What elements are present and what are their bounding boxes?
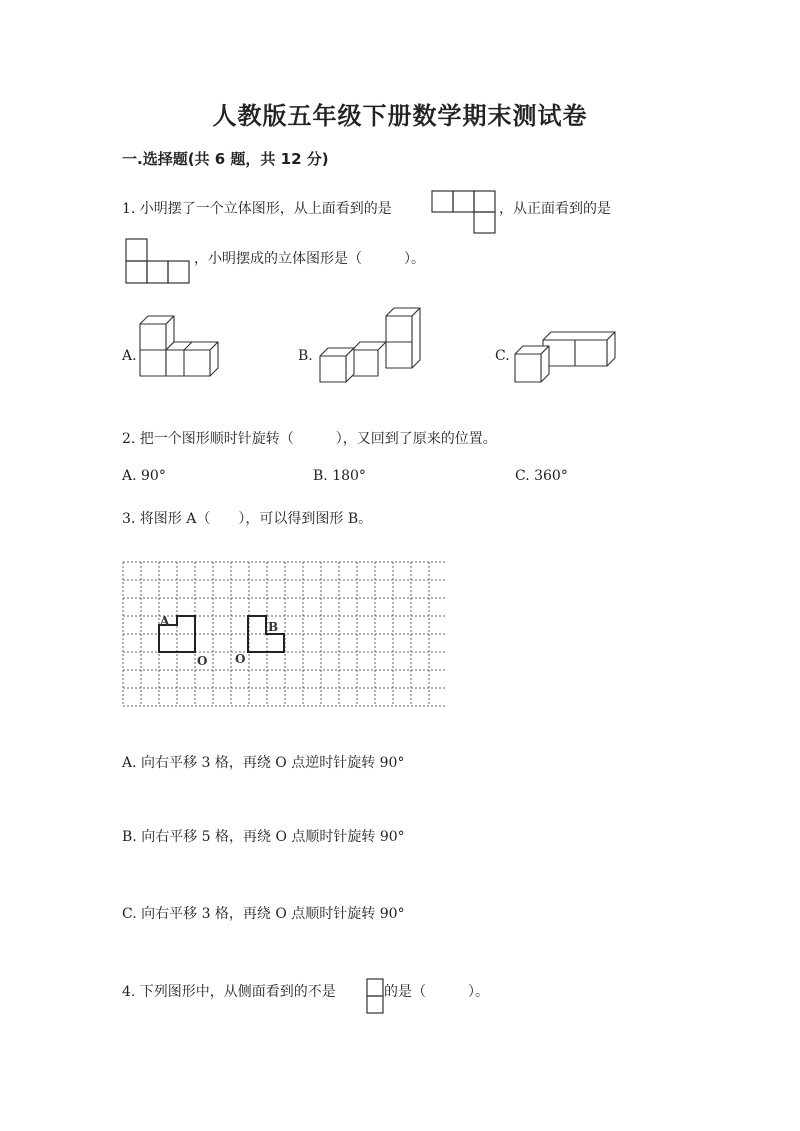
q2-option-a: A. 90°: [122, 468, 166, 484]
q1-option-a-cubes: [138, 314, 228, 380]
q1-option-c-label: C.: [495, 348, 510, 364]
q1-option-b-label: B.: [298, 348, 313, 364]
q2-text: 2. 把一个图形顺时针旋转（ ），又回到了原来的位置。: [122, 431, 497, 447]
q3-option-b: B. 向右平移 5 格，再绕 O 点顺时针旋转 90°: [122, 829, 405, 845]
q1-option-c-cubes: [513, 330, 621, 386]
q2-option-c: C. 360°: [515, 468, 568, 484]
shape-a-label: A: [160, 614, 170, 628]
q3-text: 3. 将图形 A（ ），可以得到图形 B。: [122, 511, 373, 527]
q1-text-part1: 1. 小明摆了一个立体图形，从上面看到的是: [122, 201, 392, 217]
q3-grid-figure: [122, 561, 446, 707]
side-view-grid-icon: [366, 978, 384, 1014]
q2-option-b: B. 180°: [313, 468, 366, 484]
q1-option-a-label: A.: [122, 348, 137, 364]
shape-b-label: B: [268, 620, 279, 634]
page-title: 人教版五年级下册数学期末测试卷: [212, 102, 588, 130]
q3-option-c: C. 向右平移 3 格，再绕 O 点顺时针旋转 90°: [122, 906, 405, 922]
top-view-grid-icon: [431, 190, 497, 234]
point-o-right: O: [235, 652, 246, 666]
q1-text-part3: ，小明摆成的立体图形是（ ）。: [194, 251, 425, 267]
front-view-grid-icon: [125, 238, 191, 284]
section-heading: 一.选择题(共 6 题，共 12 分): [122, 150, 329, 168]
q4-text-part1: 4. 下列图形中，从侧面看到的不是: [122, 984, 336, 1000]
shape-b: [248, 616, 284, 652]
point-o-left: O: [197, 654, 208, 668]
q1-option-b-cubes: [318, 306, 428, 386]
q4-text-part2: 的是（ ）。: [384, 984, 489, 1000]
q3-option-a: A. 向右平移 3 格，再绕 O 点逆时针旋转 90°: [122, 755, 405, 771]
q1-text-part2: ，从正面看到的是: [499, 201, 611, 217]
